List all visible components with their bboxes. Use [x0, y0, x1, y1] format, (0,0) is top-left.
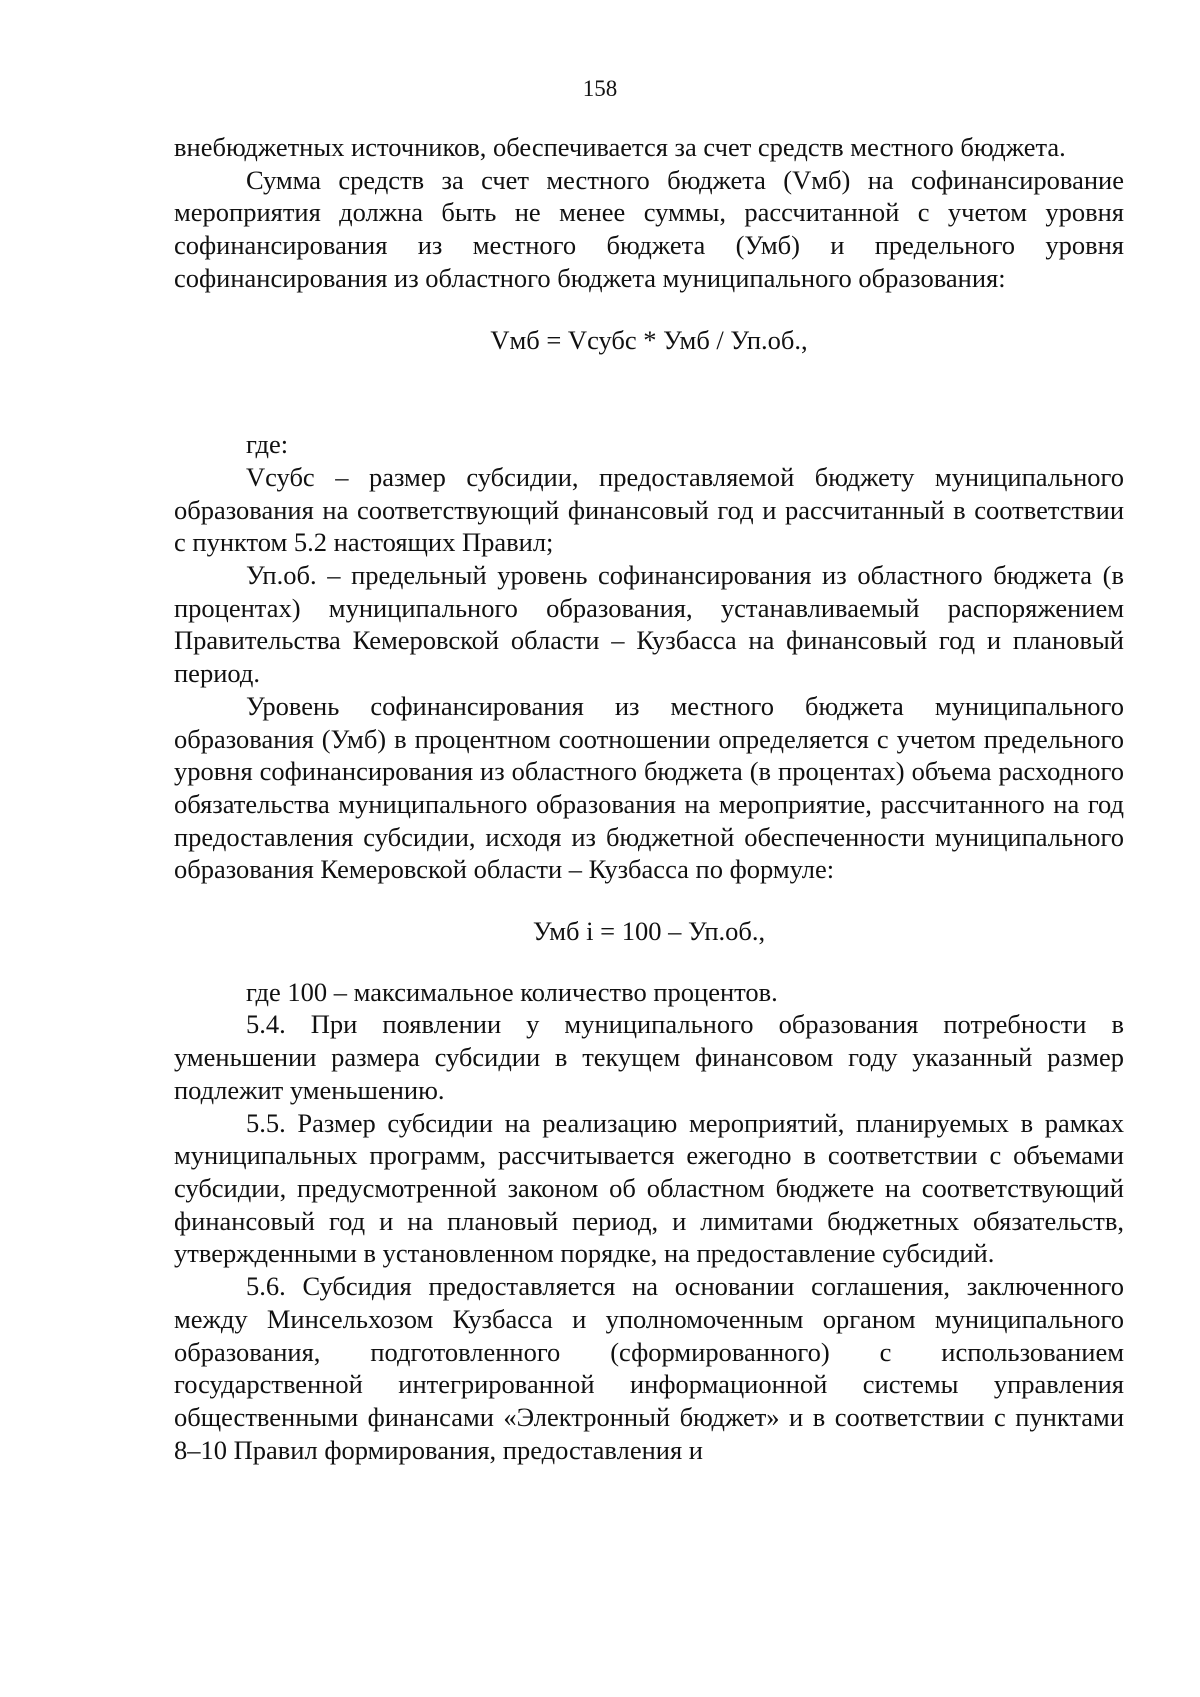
document-body	[174, 131, 1124, 1466]
formula-where-label: где:	[246, 429, 289, 460]
page-number: 158	[582, 76, 618, 101]
formula-where-max-percent: где 100 – максимальное количество процентов.	[246, 976, 778, 1007]
formula-vmb: Vмб = Vсубс * Умб / Уп.об.,	[490, 324, 808, 355]
definition-vsubs: Vсубс – размер субсидии, предоставляемой бюджету муниципального образования на соответствующий финансовый год и рассчитанный в соответствии с пунктом 5.2 настоящих Правил;	[174, 461, 1124, 558]
paragraph-5-5: 5.5. Размер субсидии на реализацию мероприятий, планируемых в рамках муниципальных программ, рассчитывается ежегодно в соответствии с объемами субсидии, предусмотренной законом об областном бюджете на соответствующий финансовый год и на плановый период, и лимитами бюджетных обязательств, утвержденными в установленном порядке, на предоставление субсидий.	[174, 1107, 1124, 1269]
paragraph-5-6: 5.6. Субсидия предоставляется на основании соглашения, заключенного между Минсельхозом Кузбасса и уполномоченным органом муниципального образования, подготовленного (сформированного) с использованием государственной интегрированной информационной системы управления общественными финансами «Электронный бюджет» и в соответствии с пунктами 8–10 Правил формирования, предоставления и	[174, 1271, 1124, 1465]
formula-umb: Умб i = 100 – Уп.об.,	[532, 916, 766, 947]
paragraph-5-4: 5.4. При появлении у муниципального образования потребности в уменьшении размера субсидии в текущем финансовом году указанный размер подлежит уменьшению.	[174, 1009, 1124, 1105]
paragraph-local-budget-sum: Сумма средств за счет местного бюджета (Vмб) на софинансирование мероприятия должна быть не менее суммы, рассчитанной с учетом уровня софинансирования из местного бюджета (Умб) и предельного уровня софинансирования из областного бюджета муниципального образования:	[174, 164, 1124, 293]
paragraph-cofinancing-level: Уровень софинансирования из местного бюджета муниципального образования (Умб) в процентном соотношении определяется с учетом предельного уровня софинансирования из областного бюджета (в процентах) объема расходного обязательства муниципального образования на мероприятие, рассчитанного на год предоставления субсидии, исходя из бюджетной обеспеченности муниципального образования Кемеровской области – Кузбасса по формуле:	[174, 690, 1124, 885]
paragraph-continuation: внебюджетных источников, обеспечивается за счет средств местного бюджета.	[174, 132, 1066, 162]
definition-upob: Уп.об. – предельный уровень софинансирования из областного бюджета (в процентах) муниципального образования, устанавливаемый распоряжением Правительства Кемеровской области – Кузбасса на финансовый год и плановый период.	[174, 560, 1124, 689]
